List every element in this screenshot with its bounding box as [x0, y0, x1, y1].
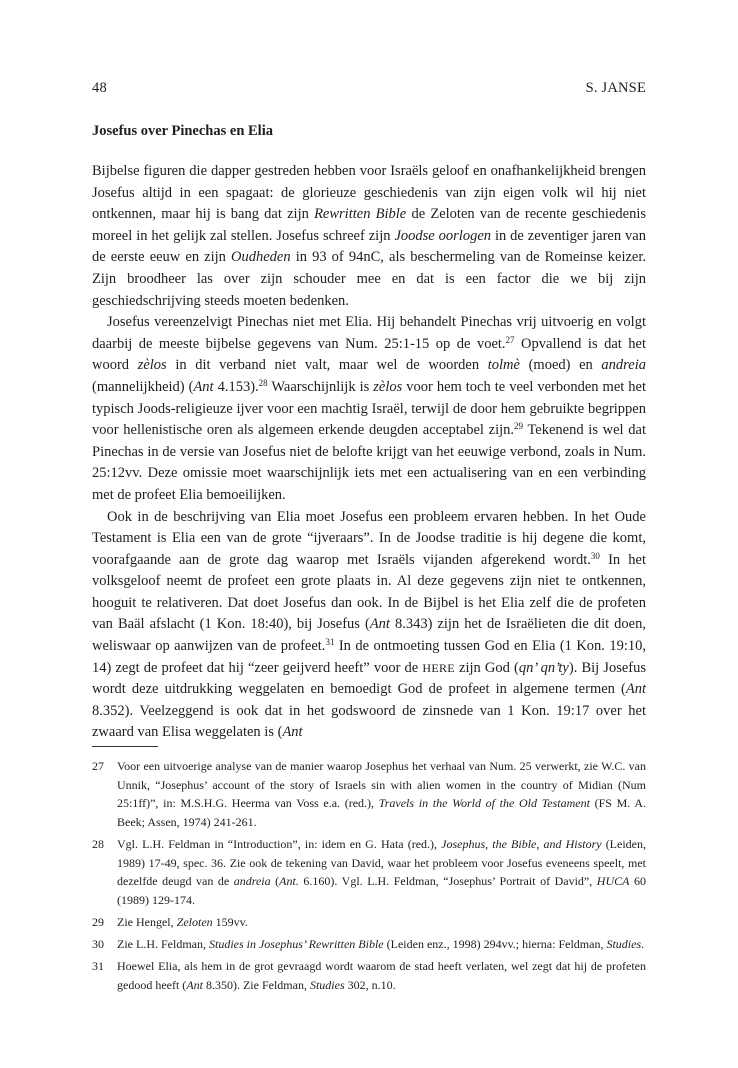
- footnote-27: 27 Voor een uitvoerige analyse van de manier waarop Josephus het verhaal van Num. 25 verwerkt, zie W.C. van Unnik, “Josephus’ account of the story of Israels sin with alien women in the country of Midian (Num 25:1ff)”, in: M.S.H.G. Heerma van Voss e.a. (red.), Travels in the World of the Old Testament (FS M. A. Beek; Assen, 1974) 241-261.: [92, 759, 646, 829]
- footnote-ref-30[interactable]: 30: [590, 550, 600, 561]
- footnote-30: 30 Zie L.H. Feldman, Studies in Josephus’ Rewritten Bible (Leiden enz., 1998) 294vv.; hierna: Feldman, Studies.: [92, 935, 646, 954]
- paragraph-2: Josefus vereenzelvigt Pinechas niet met Elia. Hij behandelt Pinechas vrij uitvoerig en volgt daarbij de meeste bijbelse gegevens van Num. 25:1-15 op de voet.$^{27}$ Opvallend is dat het woord zèlos in dit verband niet valt, maar wel de woorden tolmè (moed) en andreia (mannelijkheid) (Ant 4.153).$^{28}$ Waarschijnlijk is zèlos voor hem toch te veel verbonden met het typisch Joods-religieuze ijver voor een machtig Israël, terwijl de door hem gebruikte begrippen voor hellenistische oren als algemeen erkende deugden acceptabel zijn.$^{29}$ Tekenend is wel dat Pinechas in de versie van Josefus niet de belofte krijgt van het eeuwige verbond, zoals in Num. 25:12vv. Deze omissie moet waarschijnlijk iets met een actualisering van en een verbinding met de profeet Elia bemoeilijken.: [92, 314, 646, 503]
- page-number: 48: [92, 80, 107, 96]
- footnote-ref-29[interactable]: 29: [514, 421, 524, 432]
- footnote-number: 29: [92, 914, 104, 929]
- footnote-ref-27[interactable]: 27: [505, 334, 515, 345]
- body-text: [92, 161, 646, 744]
- footnote-number: 31: [92, 959, 104, 974]
- footnotes: [92, 757, 646, 998]
- running-head: S. JANSE: [585, 80, 646, 96]
- footnote-29: 29 Zie Hengel, Zeloten 159vv.: [92, 913, 646, 932]
- paragraph-3: Ook in de beschrijving van Elia moet Josefus een probleem ervaren hebben. In het Oude Testament is Elia een van de grote “ijveraars”. In de Joodse traditie is hij degene die komt, voorafgaande aan de grote dag waarop met Israëls vijanden afgerekend wordt.$^{30}$ In het volksgeloof neemt de profeet een grote plaats in. Al deze gegevens zijn niet te ontkennen, hooguit te relativeren. Dat doet Josefus dan ook. In de Bijbel is het Elia zelf die de profeten van Baäl afslacht (1 Kon. 18:40), bij Josefus (Ant 8.343) zijn het de Israëlieten die dit doen, weliswaar op aanwijzen van de profeet.$^{31}$ In de ontmoeting tussen God en Elia (1 Kon. 19:10, 14) zegt de profeet dat hij “zeer geijverd heeft” voor de HERE zijn God (qn’ qn’ty). Bij Josefus wordt deze uitdrukking weggelaten en bemoedigt God de profeet in algemene termen (Ant 8.352). Veelzeggend is ook dat in het godswoord de zinsnede van 1 Kon. 19:17 over het zwaard van Elisa weggelaten is (Ant: [92, 508, 647, 741]
- footnote-number: 27: [92, 759, 104, 773]
- footnote-ref-28[interactable]: 28: [258, 377, 268, 388]
- paragraph-1: Bijbelse figuren die dapper gestreden hebben voor Israëls geloof en onafhankelijkheid brengen Josefus altijd in een spagaat: de glorieuze geschiedenis van zijn eigen volk wil hij niet ontkennen, maar hij is bang dat zijn Rewritten Bible de Zeloten van de recente geschiedenis moreel in het gelijk zal stellen. Josefus schreef zijn Joodse oorlogen in de zeventiger jaren van de eerste eeuw en zijn Oudheden in 93 of 94nC, als beschermeling van de Romeinse keizer. Zijn broodheer las over zijn schouder mee en dat is een factor die we bij zijn geschiedschrijving steeds moeten bedenken.: [92, 163, 647, 309]
- footnote-number: 30: [92, 937, 104, 952]
- footnote-number: 28: [92, 836, 104, 851]
- footnote-28: 28 Vgl. L.H. Feldman in “Introduction”, in: idem en G. Hata (red.), Josephus, the Bible, and History (Leiden, 1989) 17-49, spec. 36. Zie ook de tekening van David, waar het probleem voor Josefus eveneens speelt, met dezelfde deugd van de andreia (Ant. 6.160). Vgl. L.H. Feldman, “Josephus’ Portrait of David”, HUCA 60 (1989) 129-174.: [92, 836, 647, 907]
- footnote-ref-31[interactable]: 31: [325, 637, 335, 648]
- footnote-divider: [92, 746, 158, 747]
- section-title: Josefus over Pinechas en Elia: [92, 123, 273, 139]
- footnote-31: 31 Hoewel Elia, als hem in de grot gevraagd wordt waarom de stad heeft verlaten, wel zegt dat hij de profeten gedood heeft (Ant 8.350). Zie Feldman, Studies 302, n.10.: [92, 959, 646, 992]
